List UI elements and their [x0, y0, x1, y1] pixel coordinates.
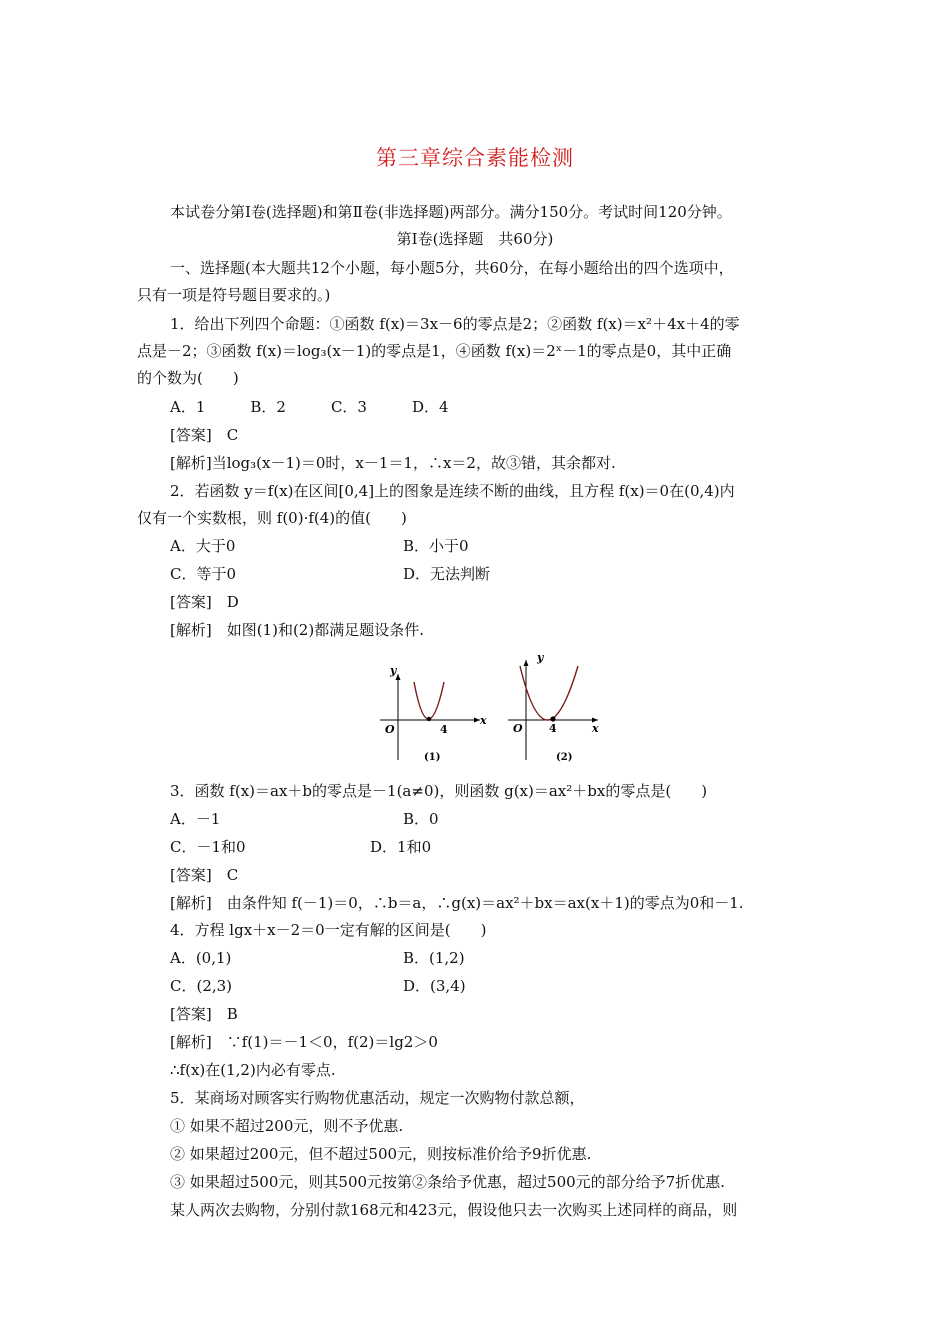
q4-option-b: B．(1,2)	[403, 949, 465, 967]
intro-text: 本试卷分第Ⅰ卷(选择题)和第Ⅱ卷(非选择题)两部分。满分150分。考试时间120分钟。	[170, 203, 732, 221]
q3-line1: 3．函数 f(x)＝ax＋b的零点是－1(a≠0)，则函数 g(x)＝ax²＋bx的零点是( )	[170, 782, 708, 800]
graph-2-tick-4: 4	[549, 722, 557, 735]
q3-analysis: [解析] 由条件知 f(－1)＝0，∴b＝a，∴g(x)＝ax²＋bx＝ax(x＋1)的零点为0和－1.	[170, 894, 744, 912]
graph-2-tangent-point	[550, 716, 555, 721]
graph-2-y-arrow	[524, 660, 529, 666]
q1-options: A．1 B．2 C．3 D．4	[170, 398, 449, 416]
graph-1-tick-4: 4	[440, 723, 448, 736]
q2-line1: 2．若函数 y＝f(x)在区间[0,4]上的图象是连续不断的曲线，且方程 f(x)＝0在(0,4)内	[170, 482, 735, 500]
q3-option-a: A．－1	[170, 810, 221, 828]
section1-line2: 只有一项是符号题目要求的。)	[137, 286, 331, 304]
part1-header: 第Ⅰ卷(选择题 共60分)	[396, 230, 554, 248]
q5-rule1: ① 如果不超过200元，则不予优惠.	[170, 1117, 404, 1135]
graph-1	[380, 664, 487, 763]
q3-answer: [答案] C	[170, 866, 239, 884]
q2-answer: [答案] D	[170, 593, 239, 611]
q2-analysis: [解析] 如图(1)和(2)都满足题设条件.	[170, 621, 424, 639]
q5-rule3: ③ 如果超过500元，则其500元按第②条给予优惠，超过500元的部分给予7折优惠.	[170, 1173, 725, 1191]
q1-line2: 点是－2；③函数 f(x)＝log₃(x－1)的零点是1，④函数 f(x)＝2ˣ－1的零点是0，其中正确	[137, 342, 732, 360]
q2-option-a: A．大于0	[170, 537, 236, 555]
q2-line2: 仅有一个实数根，则 f(0)·f(4)的值( )	[137, 509, 407, 527]
q4-analysis-1: [解析] ∵f(1)＝－1＜0，f(2)＝lg2＞0	[170, 1033, 438, 1051]
q1-line1: 1．给出下列四个命题：①函数 f(x)＝3x－6的零点是2；②函数 f(x)＝x²＋4x＋4的零	[170, 315, 740, 333]
graph-2	[508, 652, 599, 763]
graph-2-origin: O	[513, 722, 523, 735]
q5-rule2: ② 如果超过200元，但不超过500元，则按标准价给予9折优惠.	[170, 1145, 592, 1163]
q1-line3: 的个数为( )	[137, 369, 239, 387]
section1-line1: 一、选择题(本大题共12个小题，每小题5分，共60分，在每小题给出的四个选项中，	[170, 259, 734, 277]
page-title: 第三章综合素能检测	[376, 146, 574, 170]
q4-option-a: A．(0,1)	[170, 949, 232, 967]
graph-2-curve	[520, 666, 578, 720]
graph-2-caption: (2)	[556, 752, 573, 763]
q5-line-last: 某人两次去购物，分别付款168元和423元，假设他只去一次购买上述同样的商品，则	[170, 1201, 738, 1219]
q4-option-d: D．(3,4)	[403, 977, 466, 995]
graph-1-zero-point	[427, 717, 431, 721]
q2-option-d: D．无法判断	[403, 565, 491, 583]
graph-1-caption: (1)	[424, 752, 441, 763]
q3-option-d: D．1和0	[370, 838, 432, 856]
graph-1-origin: O	[385, 723, 395, 736]
q4-option-c: C．(2,3)	[170, 977, 233, 995]
q2-option-c: C．等于0	[170, 565, 237, 583]
q1-analysis: [解析]当log₃(x－1)＝0时，x－1＝1，∴x＝2，故③错，其余都对.	[170, 454, 616, 472]
graph-1-curve	[414, 682, 444, 719]
q1-answer: [答案] C	[170, 426, 239, 444]
q3-option-c: C．－1和0	[170, 838, 246, 856]
graph-2-x-label: x	[592, 722, 599, 735]
q3-option-b: B．0	[403, 810, 439, 828]
graph-1-y-label: y	[390, 664, 397, 677]
q2-option-b: B．小于0	[403, 537, 469, 555]
graph-1-x-label: x	[480, 714, 487, 727]
q4-answer: [答案] B	[170, 1005, 238, 1023]
q5-line1: 5．某商场对顾客实行购物优惠活动，规定一次购物付款总额，	[170, 1089, 585, 1107]
q4-analysis-2: ∴f(x)在(1,2)内必有零点.	[170, 1061, 336, 1079]
q4-line1: 4．方程 lgx＋x－2＝0一定有解的区间是( )	[170, 921, 487, 939]
q2-figure	[370, 652, 610, 770]
graph-2-y-label: y	[537, 652, 544, 664]
